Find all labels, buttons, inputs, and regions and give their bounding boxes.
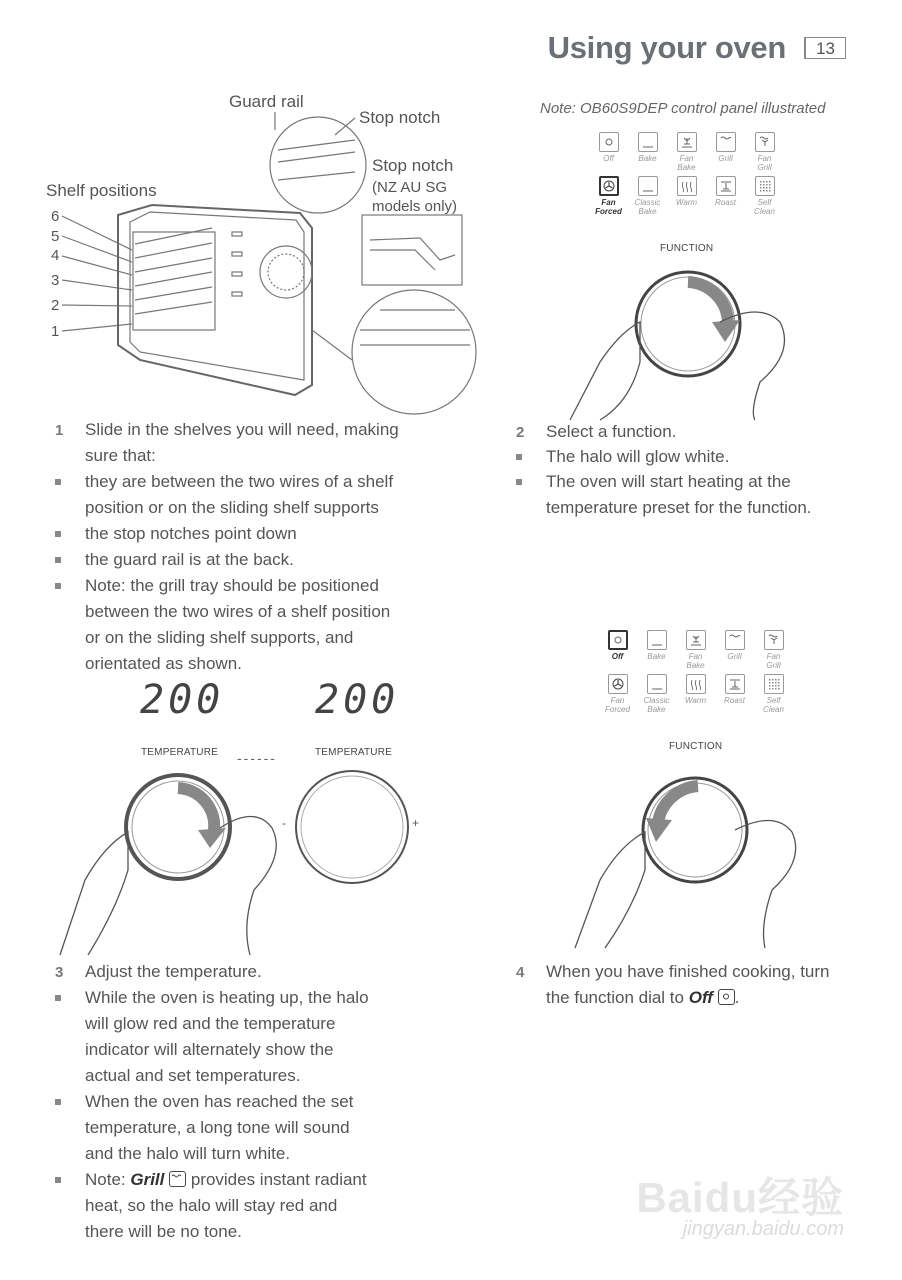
grill-icon <box>169 1171 186 1187</box>
step-3-bullet: and the halo will turn white. <box>85 1144 291 1163</box>
function-option[interactable] <box>715 674 754 714</box>
page-title: Using your oven <box>547 30 786 65</box>
step-number: 2 <box>516 424 525 441</box>
step-3-note-line: there will be no tone. <box>85 1222 242 1241</box>
grill-icon <box>725 630 745 650</box>
function-label-line: Off <box>611 652 624 661</box>
self-clean-icon <box>764 674 784 694</box>
function-option[interactable] <box>754 674 793 714</box>
function-option[interactable] <box>706 132 745 172</box>
bullet <box>55 1177 61 1183</box>
step-3-note-line: heat, so the halo will stay red and <box>85 1196 338 1215</box>
function-label <box>637 652 676 661</box>
fan-forced-icon <box>608 674 628 694</box>
function-label <box>589 154 628 163</box>
step-number: 4 <box>516 964 525 981</box>
function-panel-1 <box>589 132 784 216</box>
step-number: 1 <box>55 422 64 439</box>
function-knob-1[interactable] <box>560 262 810 422</box>
function-option[interactable] <box>667 132 706 172</box>
function-label-line: Classic <box>634 198 661 207</box>
function-label-line: Clean <box>763 705 784 714</box>
display-alternation-dashes: ------ <box>237 750 277 766</box>
bullet <box>55 995 61 1001</box>
off-icon <box>718 989 735 1005</box>
function-label-line: Grill <box>757 163 772 172</box>
temperature-knob-label-right: TEMPERATURE <box>315 747 393 758</box>
function-label-line: Bake <box>647 652 666 661</box>
function-option[interactable] <box>628 176 667 216</box>
function-knob-2[interactable] <box>560 760 820 950</box>
function-label <box>745 198 784 216</box>
step-2-bullet: The oven will start heating at the <box>546 472 791 491</box>
step-4 <box>516 959 876 1011</box>
fan-bake-icon <box>677 132 697 152</box>
function-option[interactable] <box>745 176 784 216</box>
function-label-line: Bake <box>638 207 657 216</box>
classic-bake-icon <box>638 176 658 196</box>
step-1-bullet: Note: the grill tray should be positioned <box>85 576 379 595</box>
bullet <box>55 479 61 485</box>
fan-grill-icon <box>755 132 775 152</box>
function-label <box>628 198 667 216</box>
function-knob-label: FUNCTION <box>660 243 714 254</box>
function-label-line: Roast <box>724 696 745 705</box>
function-option[interactable] <box>628 132 667 172</box>
function-label <box>589 198 628 216</box>
function-label <box>676 652 715 670</box>
step-2-bullet: The halo will glow white. <box>546 447 730 466</box>
bullet <box>55 1099 61 1105</box>
function-label-line: Bake <box>686 661 705 670</box>
function-label-line: Grill <box>766 661 781 670</box>
fan-grill-icon <box>764 630 784 650</box>
step-2-bullet: temperature preset for the function. <box>546 498 812 517</box>
function-option[interactable] <box>715 630 754 670</box>
off-icon <box>608 630 628 650</box>
step-3-bullet: will glow red and the temperature <box>85 1014 336 1033</box>
bake-icon <box>647 630 667 650</box>
function-label-line: Fan <box>757 154 772 163</box>
bullet <box>516 479 522 485</box>
function-option[interactable] <box>754 630 793 670</box>
warm-icon <box>686 674 706 694</box>
function-label <box>745 154 784 172</box>
step-1-bullet: orientated as shown. <box>85 654 242 673</box>
step-3-bullet: temperature, a long tone will sound <box>85 1118 350 1137</box>
step-3-bullet: While the oven is heating up, the halo <box>85 988 369 1007</box>
function-label-line: Fan <box>679 154 694 163</box>
function-label <box>715 652 754 661</box>
function-label-line: Fan <box>688 652 703 661</box>
bullet <box>55 531 61 537</box>
function-label <box>598 652 637 661</box>
baidu-watermark: Baidu经验 <box>636 1174 844 1221</box>
warm-icon <box>677 176 697 196</box>
temperature-knobs[interactable] <box>50 760 460 960</box>
self-clean-icon <box>755 176 775 196</box>
page-number: 13 <box>804 37 846 59</box>
bake-icon <box>638 132 658 152</box>
function-option[interactable] <box>598 630 637 670</box>
function-label <box>676 696 715 705</box>
step-number: 3 <box>55 964 64 981</box>
function-option[interactable] <box>676 674 715 714</box>
function-label <box>754 652 793 670</box>
function-label-line: Grill <box>727 652 742 661</box>
step-2 <box>516 419 876 521</box>
step-1-bullet: the guard rail is at the back. <box>85 550 294 569</box>
function-option[interactable] <box>676 630 715 670</box>
classic-bake-icon <box>647 674 667 694</box>
function-label-line: Self <box>757 198 772 207</box>
function-label-line: Self <box>766 696 781 705</box>
step-3-bullet: indicator will alternately show the <box>85 1040 334 1059</box>
panel-note: Note: OB60S9DEP control panel illustrated <box>540 100 826 117</box>
step-2-text: Select a function. <box>546 422 677 441</box>
shelf-number: 4 <box>51 247 60 264</box>
shelf-number: 6 <box>51 208 60 225</box>
function-label <box>628 154 667 163</box>
bullet <box>55 557 61 563</box>
function-label <box>715 696 754 705</box>
stop-notch-nz-note-2: models only) <box>372 198 458 215</box>
off-term: Off <box>688 988 713 1007</box>
function-option[interactable] <box>745 132 784 172</box>
function-label <box>667 154 706 172</box>
off-icon <box>599 132 619 152</box>
step-3-bullet: When the oven has reached the set <box>85 1092 354 1111</box>
temperature-plus-label: + <box>412 816 420 830</box>
function-label-line: Classic <box>643 696 670 705</box>
function-option[interactable] <box>598 674 637 714</box>
baidu-watermark-url: jingyan.baidu.com <box>682 1218 844 1240</box>
guard-rail-callout: Guard rail <box>229 92 304 111</box>
step-1-bullet: they are between the two wires of a shelf <box>85 472 394 491</box>
roast-icon <box>725 674 745 694</box>
step-3-note-prefix: Note: <box>85 1170 131 1189</box>
function-label-line: Warm <box>684 696 707 705</box>
grill-icon <box>716 132 736 152</box>
temperature-display-left: 200 <box>140 677 225 723</box>
function-label <box>754 696 793 714</box>
function-label-line: Warm <box>675 198 698 207</box>
shelf-number: 2 <box>51 297 60 314</box>
function-label-line: Fan <box>610 696 625 705</box>
function-option[interactable] <box>637 630 676 670</box>
step-4-text: When you have finished cooking, turn <box>546 962 830 981</box>
bullet <box>516 454 522 460</box>
function-label-line: Bake <box>638 154 657 163</box>
shelf-positions-callout: Shelf positions <box>46 181 157 200</box>
function-label <box>667 198 706 207</box>
step-3-bullet: actual and set temperatures. <box>85 1066 301 1085</box>
function-label-line: Roast <box>715 198 736 207</box>
function-knob-label: FUNCTION <box>669 741 723 752</box>
function-option[interactable] <box>667 176 706 216</box>
function-label-line: Clean <box>754 207 775 216</box>
function-option[interactable] <box>706 176 745 216</box>
grill-term: Grill <box>130 1170 165 1189</box>
roast-icon <box>716 176 736 196</box>
step-4-text: . <box>734 988 740 1007</box>
step-1-text: Slide in the shelves you will need, making <box>85 420 399 439</box>
step-4-text: the function dial to <box>546 988 689 1007</box>
shelf-number: 1 <box>51 323 60 340</box>
temperature-knob-label-left: TEMPERATURE <box>141 747 219 758</box>
temperature-minus-label: - <box>282 816 286 830</box>
stop-notch-nz-callout: Stop notch <box>372 156 454 175</box>
function-label-line: Forced <box>605 705 630 714</box>
function-label-line: Bake <box>677 163 696 172</box>
step-1-text: sure that: <box>85 446 156 465</box>
fan-bake-icon <box>686 630 706 650</box>
function-label-line: Off <box>603 154 614 163</box>
step-1-bullet: position or on the sliding shelf supports <box>85 498 379 517</box>
stop-notch-callout: Stop notch <box>359 108 441 127</box>
step-1-bullet: between the two wires of a shelf position <box>85 602 391 621</box>
function-label <box>706 154 745 163</box>
step-3-note-rest: provides instant radiant <box>186 1170 367 1189</box>
fan-forced-icon <box>599 176 619 196</box>
function-label <box>637 696 676 714</box>
function-panel-2 <box>598 630 793 714</box>
step-1-bullet: or on the sliding shelf supports, and <box>85 628 354 647</box>
stop-notch-nz-note-1: (NZ AU SG <box>372 179 448 196</box>
function-option[interactable] <box>589 176 628 216</box>
function-option[interactable] <box>637 674 676 714</box>
shelf-number: 5 <box>51 228 60 245</box>
function-label <box>598 696 637 714</box>
temperature-display-right: 200 <box>315 677 400 723</box>
shelf-number: 3 <box>51 272 60 289</box>
function-label-line: Bake <box>647 705 666 714</box>
function-label-line: Fan <box>601 198 616 207</box>
step-1 <box>55 417 455 677</box>
function-label-line: Forced <box>595 207 622 216</box>
function-option[interactable] <box>589 132 628 172</box>
step-3 <box>55 959 455 1245</box>
bullet <box>55 583 61 589</box>
step-3-text: Adjust the temperature. <box>85 962 262 981</box>
step-1-bullet: the stop notches point down <box>85 524 297 543</box>
function-label-line: Fan <box>766 652 781 661</box>
function-label <box>706 198 745 207</box>
function-label-line: Grill <box>718 154 733 163</box>
